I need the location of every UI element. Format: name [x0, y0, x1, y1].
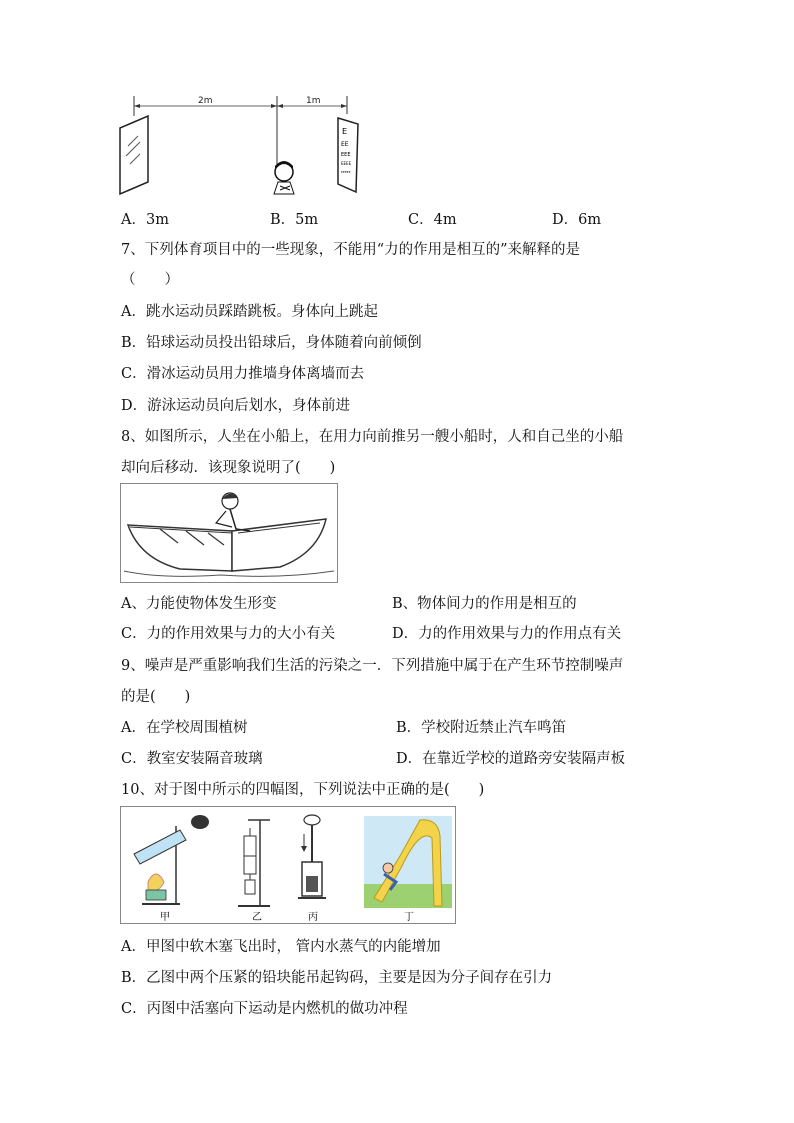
- person-icon: [274, 161, 294, 194]
- q8-stem-line2: 却向后移动．该现象说明了( ): [121, 460, 336, 476]
- q6-figure: [112, 94, 362, 200]
- distance-label-2m: 2m: [198, 96, 213, 106]
- svg-text:EEEEE: EEEEE: [341, 170, 351, 174]
- q10-stem: 10、对于图中所示的四幅图，下列说法中正确的是( ): [121, 782, 485, 798]
- q8-option-c: C．力的作用效果与力的大小有关: [121, 626, 336, 642]
- q6-option-b: B．5m: [270, 212, 319, 228]
- svg-text:EE: EE: [341, 141, 349, 148]
- q8-stem-line1: 8、如图所示，人坐在小船上，在用力向前推另一艘小船时，人和自己坐的小船: [121, 429, 624, 445]
- q10-option-a: A．甲图中软木塞飞出时， 管内水蒸气的内能增加: [121, 939, 441, 955]
- label-jia: 甲: [160, 912, 170, 923]
- q7-option-d: D．游泳运动员向后划水，身体前进: [121, 398, 351, 414]
- svg-text:EEEE: EEEE: [341, 161, 352, 166]
- q9-stem-line2: 的是( ): [121, 689, 191, 705]
- q6-option-c: C．4m: [408, 212, 457, 228]
- label-bing: 丙: [308, 912, 318, 923]
- q7-option-a: A．跳水运动员踩踏跳板。身体向上跳起: [121, 304, 378, 320]
- mirror-icon: [120, 116, 148, 194]
- q7-option-b: B．铅球运动员投出铅球后，身体随着向前倾倒: [121, 335, 422, 351]
- q7-bracket: （ ）: [121, 272, 179, 288]
- q7-option-c: C．滑冰运动员用力推墙身体离墙而去: [121, 366, 365, 382]
- svg-text:EEE: EEE: [341, 152, 351, 158]
- distance-label-1m: 1m: [306, 96, 321, 106]
- q8-option-a: A、力能使物体发生形变: [121, 596, 277, 612]
- q10-four-figures: [120, 806, 456, 924]
- q6-option-d: D．6m: [552, 212, 602, 228]
- q9-stem-line1: 9、噪声是严重影响我们生活的污染之一．下列措施中属于在产生环节控制噪声: [121, 658, 624, 674]
- child-slide-icon: [364, 816, 452, 908]
- q8-boat-figure: [120, 483, 338, 583]
- q10-option-c: C．丙图中活塞向下运动是内燃机的做功冲程: [121, 1001, 408, 1017]
- q9-option-b: B．学校附近禁止汽车鸣笛: [396, 720, 567, 736]
- q9-option-d: D．在靠近学校的道路旁安装隔声板: [396, 751, 626, 767]
- svg-text:E: E: [342, 127, 348, 136]
- label-yi: 乙: [252, 912, 262, 923]
- q8-option-b: B、物体间力的作用是相互的: [392, 596, 577, 612]
- label-ding: 丁: [404, 912, 414, 923]
- q9-option-a: A．在学校周围植树: [121, 720, 248, 736]
- q8-option-d: D．力的作用效果与力的作用点有关: [392, 626, 622, 642]
- q6-option-a: A．3m: [121, 212, 169, 228]
- q7-stem: 7、下列体育项目中的一些现象，不能用“力的作用是相互的”来解释的是: [121, 242, 581, 258]
- q10-option-b: B．乙图中两个压紧的铅块能吊起钩码，主要是因为分子间存在引力: [121, 970, 553, 986]
- q9-option-c: C．教室安装隔音玻璃: [121, 751, 263, 767]
